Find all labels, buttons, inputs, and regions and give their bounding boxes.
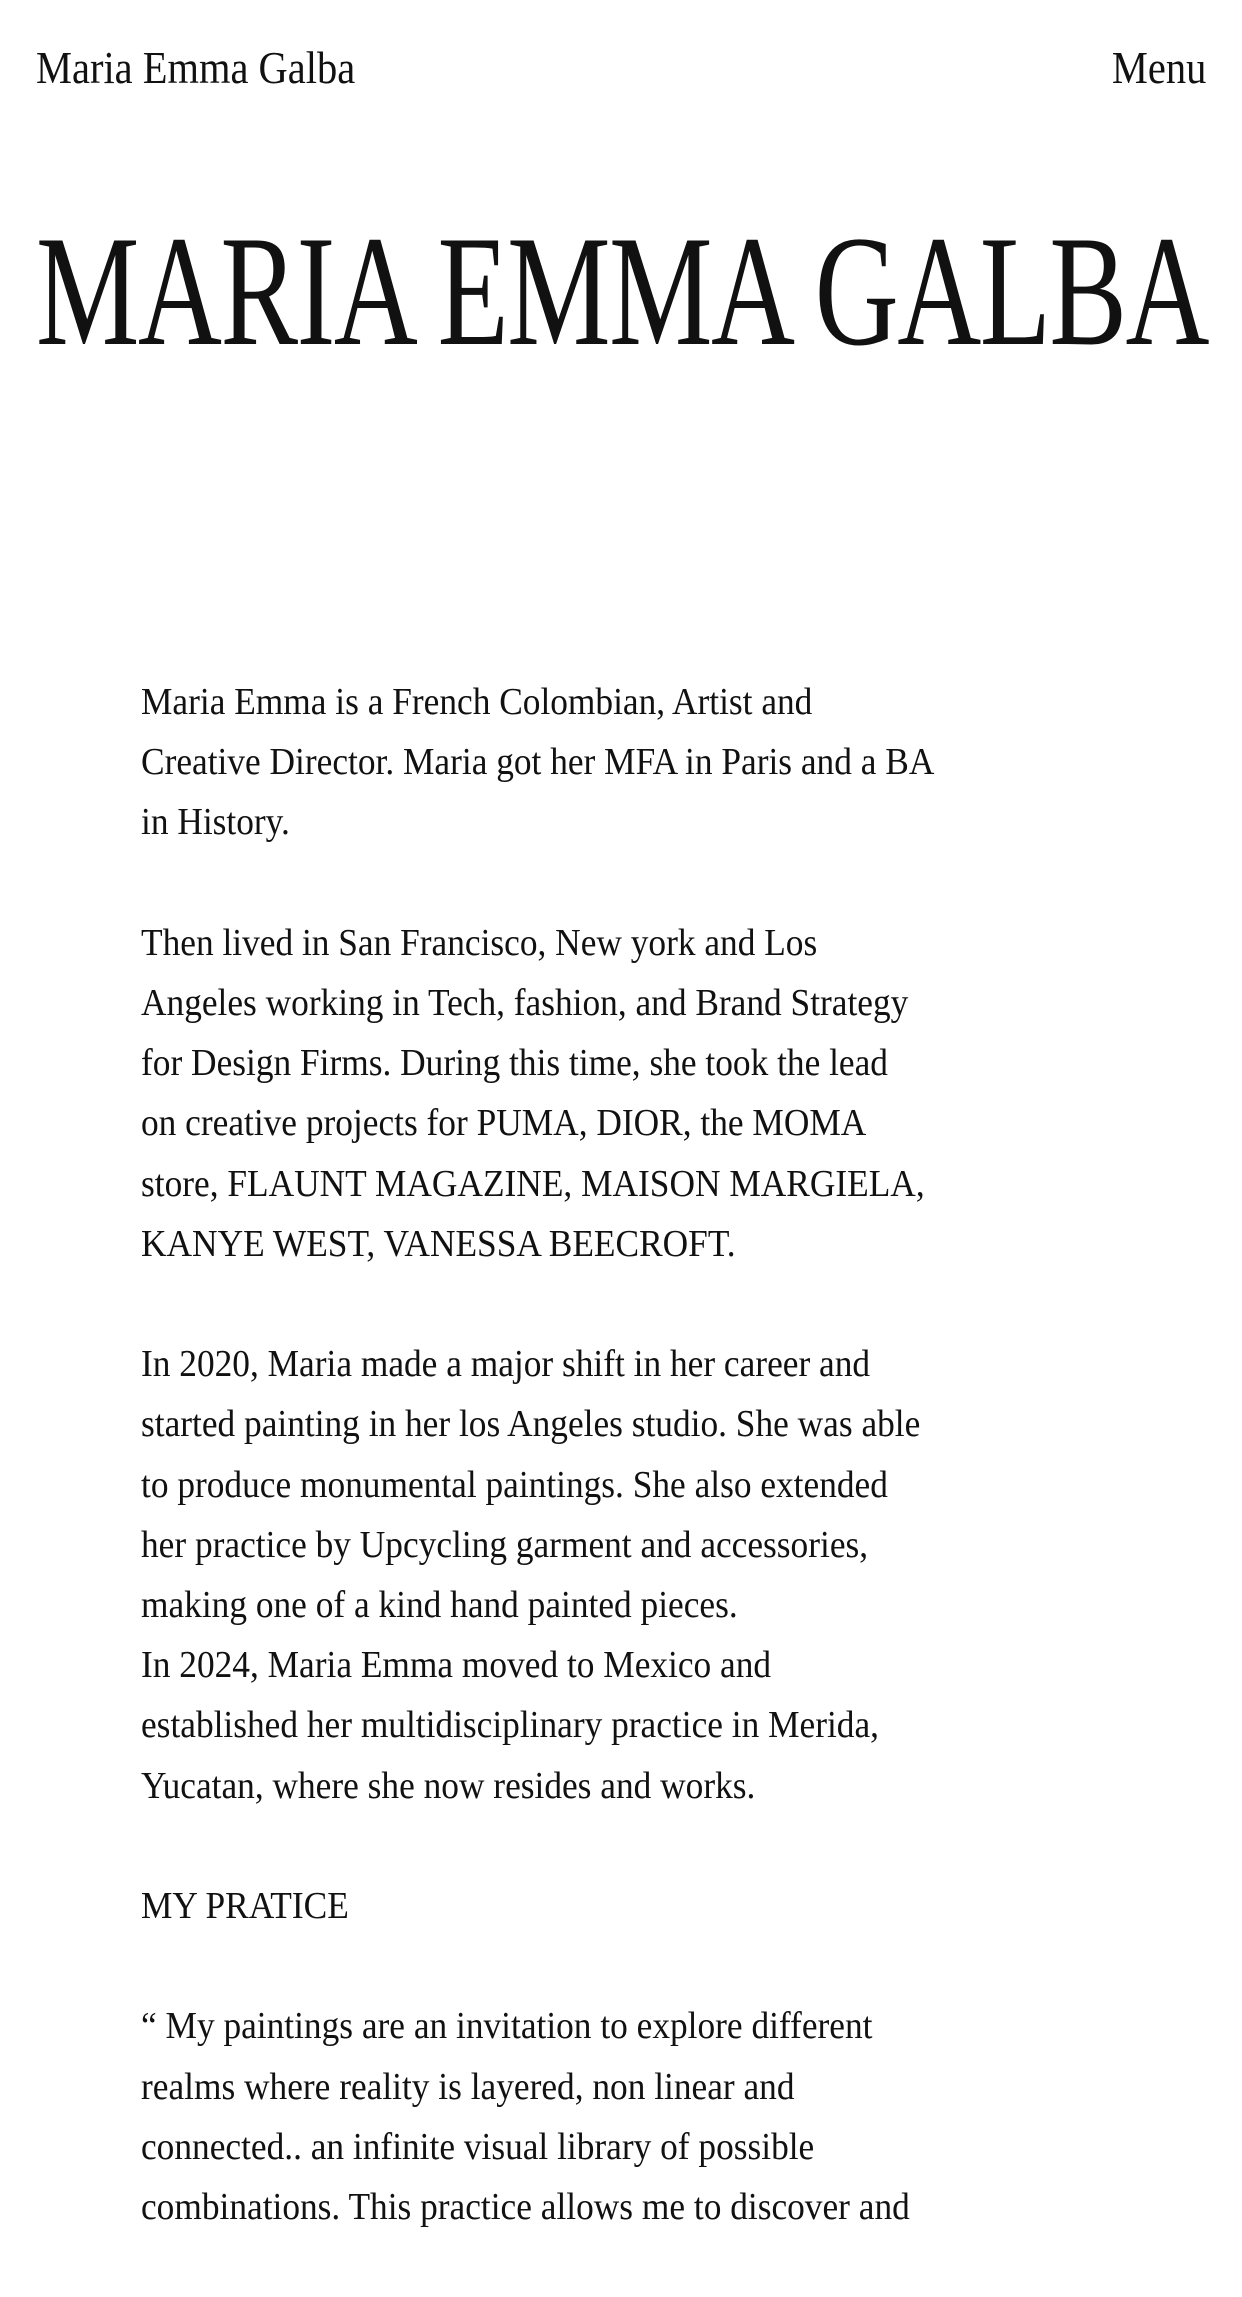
bio-paragraph [141, 672, 1141, 853]
text-line: KANYE WEST, VANESSA BEECROFT. [141, 1222, 736, 1265]
text-line: realms where reality is layered, non linear and [141, 2065, 795, 2108]
bio-paragraph [141, 913, 1141, 1274]
text-line: established her multidisciplinary practice in Merida, [141, 1704, 879, 1747]
text-line: Yucatan, where she now resides and works. [141, 1764, 756, 1807]
text-line: store, FLAUNT MAGAZINE, MAISON MARGIELA, [141, 1162, 925, 1205]
bio-paragraph [141, 1635, 1141, 1816]
text-line: started painting in her los Angeles studio. She was able [141, 1403, 921, 1446]
text-line: connected.. an infinite visual library of possible [141, 2125, 815, 2168]
text-line: to produce monumental paintings. She also extended [141, 1463, 888, 1506]
bio-paragraph [141, 1334, 1141, 1635]
text-line: In 2024, Maria Emma moved to Mexico and [141, 1644, 772, 1687]
hero-title: MARIA EMMA GALBA [36, 204, 1209, 379]
text-line: In 2020, Maria made a major shift in her career and [141, 1343, 871, 1386]
bio-paragraph [141, 1996, 1141, 2237]
text-line: Creative Director. Maria got her MFA in Paris and a BA [141, 741, 935, 784]
text-line: MY PRATICE [141, 1885, 349, 1928]
text-line: her practice by Upcycling garment and accessories, [141, 1523, 869, 1566]
site-header [36, 40, 1206, 96]
text-line: on creative projects for PUMA, DIOR, the MOMA [141, 1102, 867, 1145]
text-line: making one of a kind hand painted pieces. [141, 1584, 738, 1627]
section-heading [141, 1876, 1141, 1936]
text-line: for Design Firms. During this time, she took the lead [141, 1042, 888, 1085]
site-name-link[interactable]: Maria Emma Galba [36, 42, 356, 93]
menu-button[interactable]: Menu [1111, 42, 1206, 93]
text-line: in History. [141, 801, 290, 844]
text-line: “ My paintings are an invitation to explore different [141, 2005, 873, 2048]
bio-content [141, 672, 1141, 2297]
text-line: Angeles working in Tech, fashion, and Brand Strategy [141, 982, 909, 1024]
text-line: Maria Emma is a French Colombian, Artist and [141, 681, 813, 723]
text-line: Then lived in San Francisco, New york and Los [141, 921, 818, 964]
text-line: combinations. This practice allows me to discover and [141, 2186, 910, 2229]
